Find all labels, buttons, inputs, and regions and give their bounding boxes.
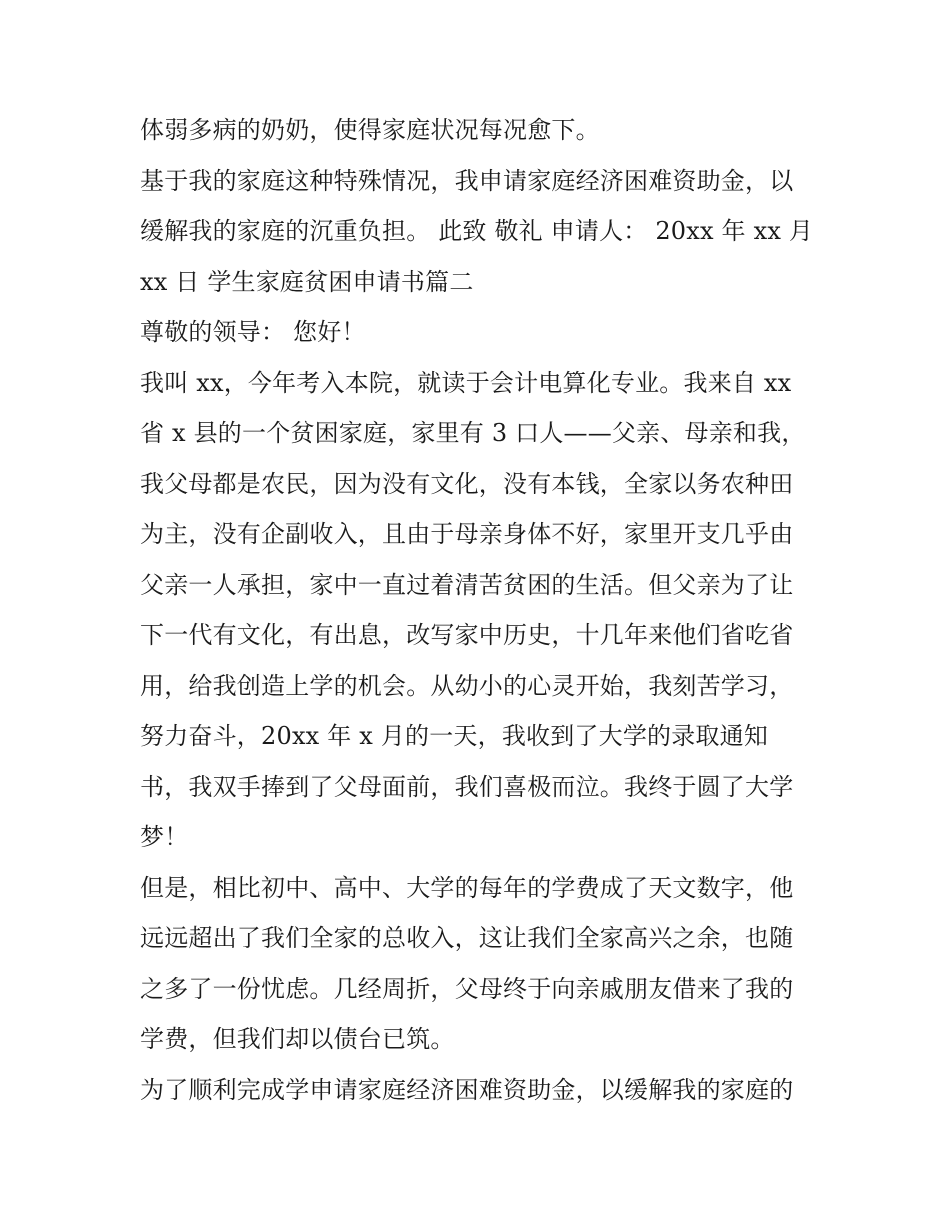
text-line: 下一代有文化，有出息，改写家中历史，十几年来他们省吃省 bbox=[140, 621, 794, 649]
text-line: 梦！ bbox=[140, 823, 189, 851]
text-line: 基于我的家庭这种特殊情况，我申请家庭经济困难资助金，以 bbox=[140, 167, 794, 195]
text-line: 之多了一份忧虑。几经周折，父母终于向亲戚朋友借来了我的 bbox=[140, 975, 794, 1003]
text-line: 我叫 xx，今年考入本院，就读于会计电算化专业。我来自 xx bbox=[140, 369, 792, 397]
text-line: 尊敬的领导： 您好！ bbox=[140, 318, 366, 346]
text-line: 体弱多病的奶奶，使得家庭状况每况愈下。 bbox=[140, 116, 600, 144]
text-line: 努力奋斗，20xx 年 x 月的一天，我收到了大学的录取通知 bbox=[140, 722, 769, 750]
text-line: 省 x 县的一个贫困家庭，家里有 3 口人——父亲、母亲和我， bbox=[140, 419, 806, 447]
text-line: 缓解我的家庭的沉重负担。 此致 敬礼 申请人： 20xx 年 xx 月 bbox=[140, 217, 814, 245]
text-line: xx 日 学生家庭贫困申请书篇二 bbox=[140, 268, 474, 296]
text-line: 书，我双手捧到了父母面前，我们喜极而泣。我终于圆了大学 bbox=[140, 773, 794, 801]
text-line: 为了顺利完成学申请家庭经济困难资助金，以缓解我的家庭的 bbox=[140, 1076, 794, 1104]
text-line: 远远超出了我们全家的总收入，这让我们全家高兴之余，也随 bbox=[140, 924, 794, 952]
text-line: 我父母都是农民，因为没有文化，没有本钱，全家以务农种田 bbox=[140, 470, 794, 498]
text-line: 但是，相比初中、高中、大学的每年的学费成了天文数字，他 bbox=[140, 874, 794, 902]
text-line: 父亲一人承担，家中一直过着清苦贫困的生活。但父亲为了让 bbox=[140, 571, 794, 599]
text-line: 学费，但我们却以债台已筑。 bbox=[140, 1025, 455, 1053]
text-line: 用，给我创造上学的机会。从幼小的心灵开始，我刻苦学习， bbox=[140, 672, 794, 700]
text-line: 为主，没有企副收入，且由于母亲身体不好，家里开支几乎由 bbox=[140, 520, 794, 548]
